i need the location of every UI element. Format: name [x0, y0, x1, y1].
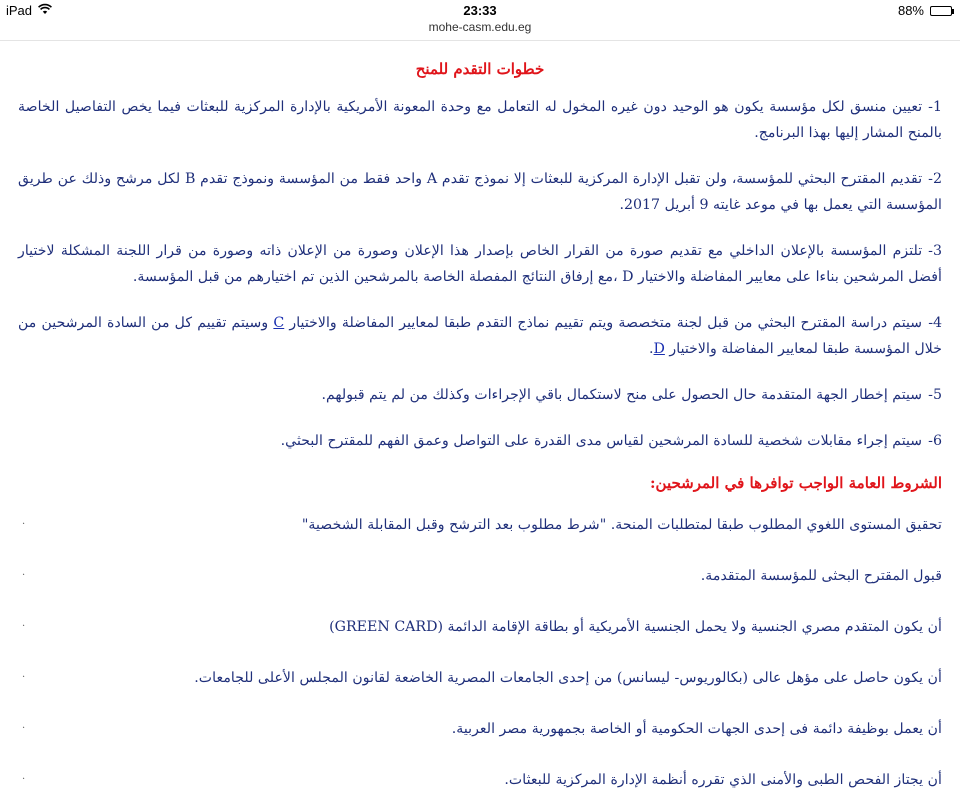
step-text: تلتزم المؤسسة بالإعلان الداخلي مع تقديم صورة من القرار الخاص بإصدار هذا الإعلان وصورة من الإعلان ذاته وصورة من قرار اللجنة المشكلة لاختيار أفضل المرشحين بناءا على معايير المفاضلة والاختيار D ،مع إرفاق النتائج المفصلة الخاصة بالمرشحين الذين تم اختيارهم من قبل المؤسسة. — [18, 243, 942, 285]
battery-percent: 88% — [897, 3, 924, 18]
address-bar[interactable] — [0, 18, 960, 41]
step-text: سيتم دراسة المقترح البحثي من قبل لجنة متخصصة ويتم تقييم نماذج التقدم طبقا لمعايير المفاضلة والاختيار — [289, 315, 923, 331]
step-number: 5- — [928, 387, 942, 403]
condition-text: أن يكون المتقدم مصري الجنسية ولا يحمل الجنسية الأمريكية أو بطاقة الإقامة الدائمة (GREEN CARD) — [329, 619, 942, 635]
status-time: 23:33 — [463, 3, 497, 18]
bullet-icon: · — [22, 570, 26, 581]
condition-item — [18, 512, 942, 538]
condition-item — [18, 614, 942, 640]
criteria-d-link[interactable]: D — [653, 341, 665, 357]
condition-item — [18, 767, 942, 793]
device-name: iPad — [6, 3, 33, 18]
bullet-icon: · — [22, 723, 26, 734]
condition-text: تحقيق المستوى اللغوي المطلوب طبقا لمتطلبات المنحة. "شرط مطلوب بعد الترشح وقبل المقابلة الشخصية" — [301, 517, 942, 533]
condition-text: أن يعمل بوظيفة دائمة فى إحدى الجهات الحكومية أو الخاصة بجمهورية مصر العربية. — [451, 721, 942, 737]
status-bar — [0, 0, 960, 20]
condition-text: قبول المقترح البحثى للمؤسسة المتقدمة. — [700, 568, 942, 584]
condition-text: أن يجتاز الفحص الطبى والأمنى الذي تقرره أنظمة الإدارة المركزية للبعثات. — [504, 772, 942, 788]
step-number: 4- — [928, 315, 943, 331]
step-5 — [18, 382, 942, 408]
bullet-icon: · — [22, 621, 26, 632]
step-text-end: . — [649, 341, 654, 357]
condition-item — [18, 665, 942, 691]
page-title: خطوات التقدم للمنح — [415, 60, 545, 78]
step-number: 3- — [928, 243, 942, 259]
condition-text: أن يكون حاصل على مؤهل عالى (بكالوريوس- ليسانس) من إحدى الجامعات المصرية الخاضعة لقانون المجلس الأعلى للجامعات. — [194, 670, 942, 686]
step-3 — [18, 238, 942, 290]
bullet-icon: · — [22, 672, 26, 683]
condition-item — [18, 716, 942, 742]
bullet-icon: · — [22, 519, 26, 530]
condition-item — [18, 563, 942, 589]
status-right — [898, 3, 952, 18]
battery-icon — [930, 6, 952, 16]
step-text: سيتم إجراء مقابلات شخصية للسادة المرشحين لقياس مدى القدرة على التواصل وعمق الفهم للمقترح البحثي. — [280, 433, 923, 449]
step-text: تعيين منسق لكل مؤسسة يكون هو الوحيد دون غيره المخول له التعامل مع وحدة المعونة الأمريكية بالإدارة المركزية للبعثات فيما يخص التفاصيل الخاصة بالمنح المشار إليها بهذا البرنامج. — [18, 99, 942, 141]
step-2 — [18, 166, 942, 218]
step-1 — [18, 94, 942, 146]
step-number: 6- — [928, 433, 942, 449]
step-text-continued: وسيتم تقييم كل من السادة المرشحين من خلال المؤسسة طبقا لمعايير المفاضلة والاختيار — [18, 315, 942, 357]
conditions-heading: الشروط العامة الواجب توافرها في المرشحين: — [649, 474, 942, 492]
step-text: سيتم إخطار الجهة المتقدمة حال الحصول على منح لاستكمال باقي الإجراءات وكذلك من لم يتم قبولهم. — [321, 387, 923, 403]
step-6 — [18, 428, 942, 454]
criteria-c-link[interactable]: C — [273, 315, 285, 331]
step-text: تقديم المقترح البحثي للمؤسسة، ولن تقبل الإدارة المركزية للبعثات إلا نموذج تقدم A واحد فقط من المؤسسة ونموذج تقدم B لكل مرشح وذلك عن طريق المؤسسة التي يعمل بها في موعد غايته 9 أبريل 2017. — [18, 171, 942, 213]
url-text[interactable]: mohe-casm.edu.eg — [428, 20, 532, 34]
page-content — [18, 44, 943, 788]
step-number: 2- — [928, 171, 942, 187]
step-4 — [18, 310, 942, 362]
step-number: 1- — [928, 99, 942, 115]
bullet-icon: · — [22, 774, 26, 785]
